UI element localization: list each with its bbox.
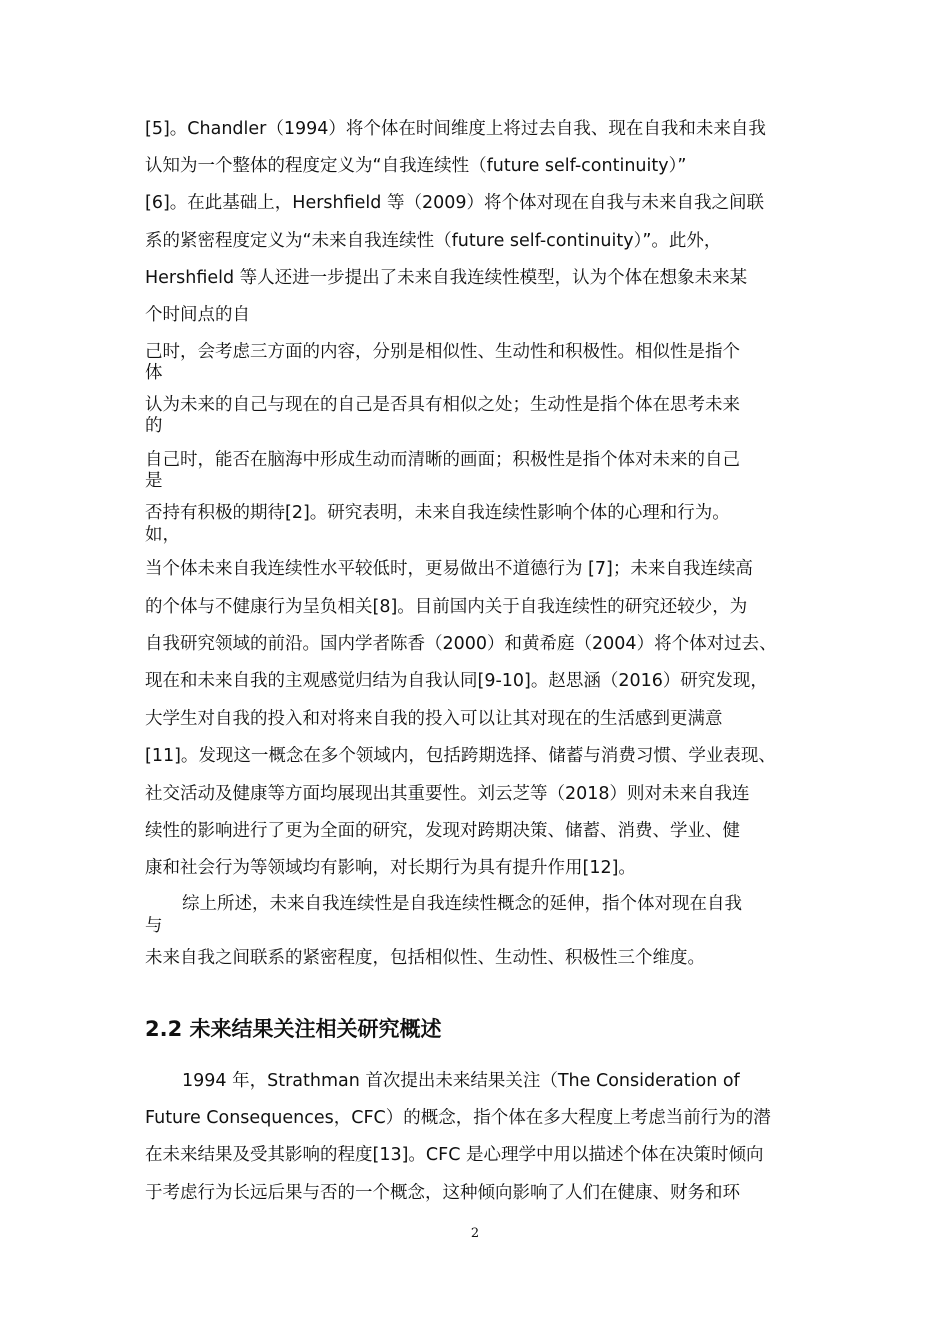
text-line: 体 (145, 363, 163, 383)
section-heading: 2.2 未来结果关注相关研究概述 (145, 1017, 442, 1041)
text-line: 是 (145, 471, 163, 491)
text-line: 的 (145, 416, 163, 436)
text-line: 的个体与不健康行为呈负相关[8]。目前国内关于自我连续性的研究还较少，为 (145, 597, 748, 617)
text-line: 1994 年，Strathman 首次提出未来结果关注（The Consideration of (182, 1071, 740, 1091)
text-line: 认为未来的自己与现在的自己是否具有相似之处；生动性是指个体在思考未来 (145, 395, 740, 415)
text-line: 自己时，能否在脑海中形成生动而清晰的画面；积极性是指个体对未来的自己 (145, 450, 740, 470)
text-line: Future Consequences，CFC）的概念，指个体在多大程度上考虑当前行为的潜 (145, 1108, 771, 1128)
text-line: 未来自我之间联系的紧密程度，包括相似性、生动性、积极性三个维度。 (145, 948, 705, 968)
text-line: Hershfield 等人还进一步提出了未来自我连续性模型，认为个体在想象未来某 (145, 268, 748, 288)
text-line: 现在和未来自我的主观感觉归结为自我认同[9-10]。赵思涵（2016）研究发现， (145, 671, 768, 691)
text-line: 否持有积极的期待[2]。研究表明，未来自我连续性影响个体的心理和行为。 (145, 503, 730, 523)
page-number: 2 (470, 1226, 480, 1241)
text-line: 与 (145, 916, 163, 936)
text-line: 系的紧密程度定义为“未来自我连续性（future self-continuity）”。此外， (145, 231, 722, 251)
text-line: [6]。在此基础上，Hershfield 等（2009）将个体对现在自我与未来自我之间联 (145, 193, 764, 213)
text-line: 如， (145, 525, 180, 545)
text-line: 认知为一个整体的程度定义为“自我连续性（future self-continuity）” (145, 156, 687, 176)
text-line: 自我研究领域的前沿。国内学者陈香（2000）和黄希庭（2004）将个体对过去、 (145, 634, 777, 654)
text-line: 综上所述，未来自我连续性是自我连续性概念的延伸，指个体对现在自我 (182, 894, 742, 914)
text-line: 己时，会考虑三方面的内容，分别是相似性、生动性和积极性。相似性是指个 (145, 342, 740, 362)
text-line: 社交活动及健康等方面均展现出其重要性。刘云芝等（2018）则对未来自我连 (145, 784, 750, 804)
text-line: 续性的影响进行了更为全面的研究，发现对跨期决策、储蓄、消费、学业、健 (145, 821, 740, 841)
text-line: 在未来结果及受其影响的程度[13]。CFC 是心理学中用以描述个体在决策时倾向 (145, 1145, 764, 1165)
text-line: [5]。Chandler（1994）将个体在时间维度上将过去自我、现在自我和未来自我 (145, 119, 766, 139)
text-line: 大学生对自我的投入和对将来自我的投入可以让其对现在的生活感到更满意 (145, 709, 723, 729)
text-line: [11]。发现这一概念在多个领域内，包括跨期选择、储蓄与消费习惯、学业表现、 (145, 746, 776, 766)
text-line: 康和社会行为等领域均有影响，对长期行为具有提升作用[12]。 (145, 858, 636, 878)
text-line: 个时间点的自 (145, 305, 250, 325)
text-line: 于考虑行为长远后果与否的一个概念，这种倾向影响了人们在健康、财务和环 (145, 1183, 740, 1203)
text-line: 当个体未来自我连续性水平较低时，更易做出不道德行为 [7]；未来自我连续高 (145, 559, 753, 579)
